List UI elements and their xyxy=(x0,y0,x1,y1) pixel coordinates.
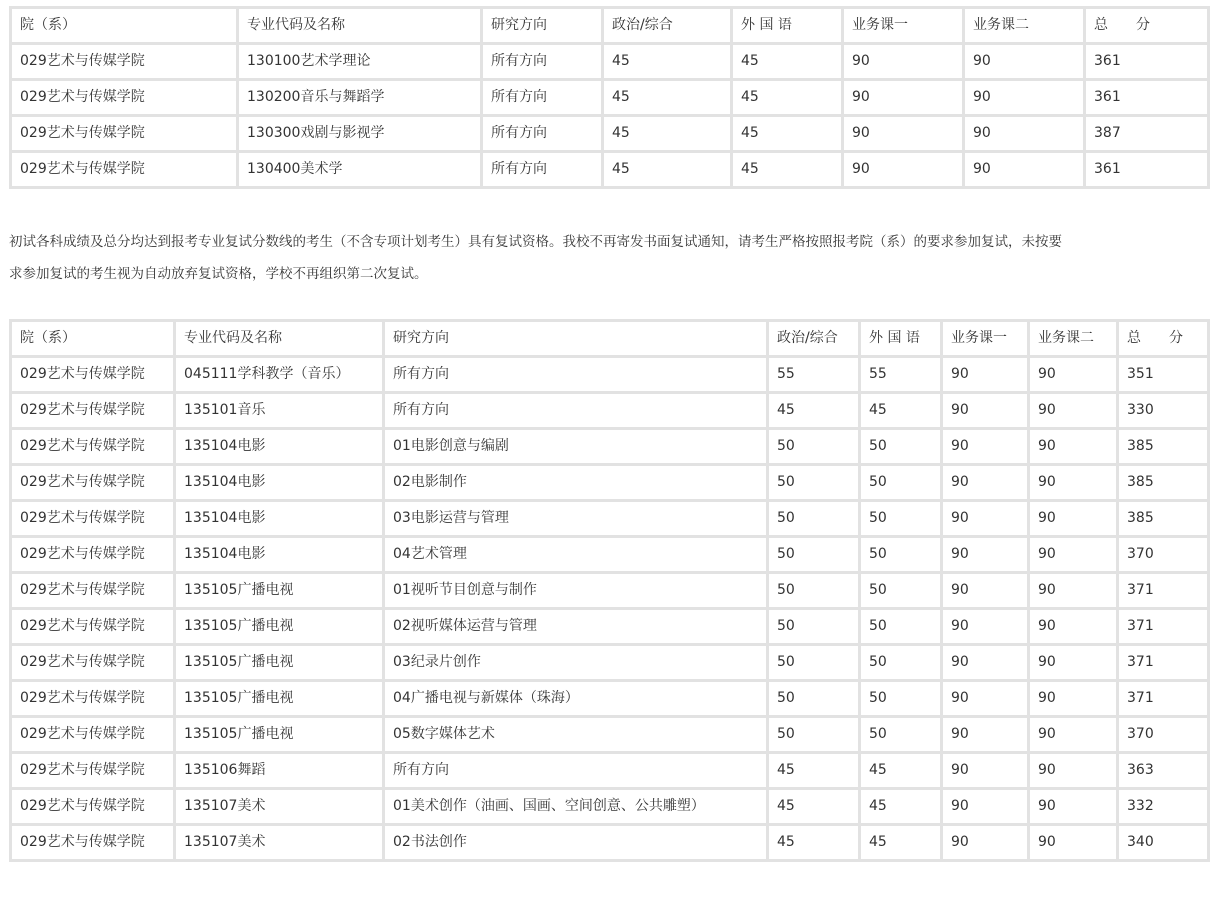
table-cell: 90 xyxy=(942,429,1029,465)
table-cell: 02电影制作 xyxy=(384,465,768,501)
table-cell: 90 xyxy=(942,537,1029,573)
table-row xyxy=(11,537,1209,573)
table-cell: 135107美术 xyxy=(175,789,384,825)
table-row xyxy=(11,753,1209,789)
retest-notice xyxy=(9,226,1189,290)
table-cell: 029艺术与传媒学院 xyxy=(11,44,238,80)
table-cell: 90 xyxy=(942,645,1029,681)
table-cell: 370 xyxy=(1118,717,1209,753)
table-row xyxy=(11,501,1209,537)
table-cell: 371 xyxy=(1118,645,1209,681)
header-cell: 业务课二 xyxy=(964,8,1085,44)
table-row xyxy=(11,44,1209,80)
table-cell: 50 xyxy=(860,573,942,609)
table-cell: 50 xyxy=(860,429,942,465)
table-cell: 90 xyxy=(942,393,1029,429)
table-cell: 90 xyxy=(1029,465,1118,501)
table-cell: 361 xyxy=(1085,44,1209,80)
table-cell: 332 xyxy=(1118,789,1209,825)
table-cell: 385 xyxy=(1118,465,1209,501)
table-cell: 90 xyxy=(1029,681,1118,717)
table-cell: 45 xyxy=(603,80,732,116)
table-cell: 90 xyxy=(942,825,1029,861)
header-cell: 专业代码及名称 xyxy=(238,8,482,44)
table-cell: 135104电影 xyxy=(175,537,384,573)
table-cell: 90 xyxy=(1029,573,1118,609)
table-row xyxy=(11,393,1209,429)
table-cell: 45 xyxy=(860,825,942,861)
table-cell: 90 xyxy=(942,609,1029,645)
score-table-professional xyxy=(9,319,1210,862)
table-cell: 90 xyxy=(843,80,964,116)
table-cell: 90 xyxy=(942,789,1029,825)
table-row xyxy=(11,152,1209,188)
table-row xyxy=(11,681,1209,717)
header-cell: 研究方向 xyxy=(384,321,768,357)
table-cell: 363 xyxy=(1118,753,1209,789)
table-cell: 029艺术与传媒学院 xyxy=(11,429,175,465)
table-cell: 90 xyxy=(1029,717,1118,753)
table-cell: 01电影创意与编剧 xyxy=(384,429,768,465)
table-cell: 370 xyxy=(1118,537,1209,573)
table-cell: 387 xyxy=(1085,116,1209,152)
table-cell: 所有方向 xyxy=(482,80,603,116)
table-cell: 50 xyxy=(768,429,860,465)
header-cell: 院（系） xyxy=(11,8,238,44)
header-cell: 外 国 语 xyxy=(732,8,843,44)
table-cell: 所有方向 xyxy=(384,753,768,789)
header-cell: 业务课一 xyxy=(942,321,1029,357)
table-cell: 045111学科教学（音乐） xyxy=(175,357,384,393)
header-cell: 业务课二 xyxy=(1029,321,1118,357)
table-cell: 45 xyxy=(860,753,942,789)
table-cell: 50 xyxy=(768,609,860,645)
table-cell: 45 xyxy=(860,789,942,825)
table-cell: 90 xyxy=(1029,393,1118,429)
table-cell: 90 xyxy=(1029,429,1118,465)
table-cell: 340 xyxy=(1118,825,1209,861)
table-cell: 90 xyxy=(1029,357,1118,393)
notice-line-2: 求参加复试的考生视为自动放弃复试资格，学校不再组织第二次复试。 xyxy=(9,266,428,282)
table-cell: 371 xyxy=(1118,681,1209,717)
table-cell: 01视听节目创意与制作 xyxy=(384,573,768,609)
table-cell: 所有方向 xyxy=(482,44,603,80)
header-cell: 院（系） xyxy=(11,321,175,357)
table-cell: 135104电影 xyxy=(175,429,384,465)
table-cell: 03电影运营与管理 xyxy=(384,501,768,537)
table-cell: 135105广播电视 xyxy=(175,645,384,681)
table-cell: 029艺术与传媒学院 xyxy=(11,681,175,717)
table-cell: 90 xyxy=(1029,501,1118,537)
table-cell: 01美术创作（油画、国画、空间创意、公共雕塑） xyxy=(384,789,768,825)
table-cell: 50 xyxy=(860,717,942,753)
table-cell: 90 xyxy=(1029,825,1118,861)
table-cell: 55 xyxy=(860,357,942,393)
table-cell: 45 xyxy=(768,753,860,789)
table-cell: 90 xyxy=(1029,645,1118,681)
table-cell: 55 xyxy=(768,357,860,393)
table-cell: 029艺术与传媒学院 xyxy=(11,645,175,681)
table-cell: 45 xyxy=(732,44,843,80)
score-table-academic xyxy=(9,6,1210,189)
header-row xyxy=(11,321,1209,357)
table-cell: 90 xyxy=(942,753,1029,789)
table-cell: 所有方向 xyxy=(384,393,768,429)
table-cell: 04艺术管理 xyxy=(384,537,768,573)
table-cell: 029艺术与传媒学院 xyxy=(11,609,175,645)
notice-line-1: 初试各科成绩及总分均达到报考专业复试分数线的考生（不含专项计划考生）具有复试资格。我校不再寄发书面复试通知，请考生严格按照报考院（系）的要求参加复试，未按要 xyxy=(9,234,1062,250)
header-cell: 业务课一 xyxy=(843,8,964,44)
header-cell: 总 分 xyxy=(1085,8,1209,44)
table-row xyxy=(11,116,1209,152)
table-cell: 50 xyxy=(768,681,860,717)
table-cell: 50 xyxy=(768,537,860,573)
table-cell: 90 xyxy=(1029,753,1118,789)
table-cell: 90 xyxy=(1029,537,1118,573)
table-cell: 所有方向 xyxy=(482,152,603,188)
table-cell: 385 xyxy=(1118,501,1209,537)
table-cell: 50 xyxy=(768,645,860,681)
table-cell: 029艺术与传媒学院 xyxy=(11,717,175,753)
table-cell: 90 xyxy=(942,465,1029,501)
table-cell: 385 xyxy=(1118,429,1209,465)
table-cell: 45 xyxy=(732,80,843,116)
table-cell: 90 xyxy=(942,681,1029,717)
table-cell: 135105广播电视 xyxy=(175,681,384,717)
table-cell: 029艺术与传媒学院 xyxy=(11,80,238,116)
table-cell: 029艺术与传媒学院 xyxy=(11,573,175,609)
table-cell: 45 xyxy=(768,393,860,429)
table-cell: 90 xyxy=(942,501,1029,537)
header-cell: 研究方向 xyxy=(482,8,603,44)
table-cell: 029艺术与传媒学院 xyxy=(11,393,175,429)
table-row xyxy=(11,717,1209,753)
table-cell: 05数字媒体艺术 xyxy=(384,717,768,753)
table-cell: 所有方向 xyxy=(384,357,768,393)
table-cell: 130400美术学 xyxy=(238,152,482,188)
table-cell: 03纪录片创作 xyxy=(384,645,768,681)
table-row xyxy=(11,645,1209,681)
table-cell: 02书法创作 xyxy=(384,825,768,861)
table-cell: 135101音乐 xyxy=(175,393,384,429)
table-cell: 371 xyxy=(1118,573,1209,609)
table-cell: 02视听媒体运营与管理 xyxy=(384,609,768,645)
header-cell: 政治/综合 xyxy=(768,321,860,357)
table-cell: 所有方向 xyxy=(482,116,603,152)
table-cell: 130100艺术学理论 xyxy=(238,44,482,80)
table-cell: 90 xyxy=(964,80,1085,116)
table-cell: 135105广播电视 xyxy=(175,609,384,645)
table-row xyxy=(11,429,1209,465)
table-row xyxy=(11,357,1209,393)
table-cell: 90 xyxy=(942,573,1029,609)
table-cell: 351 xyxy=(1118,357,1209,393)
table-cell: 90 xyxy=(843,116,964,152)
table-cell: 029艺术与传媒学院 xyxy=(11,465,175,501)
table-row xyxy=(11,609,1209,645)
table-cell: 90 xyxy=(942,717,1029,753)
table-cell: 50 xyxy=(768,573,860,609)
table-cell: 45 xyxy=(603,152,732,188)
table-cell: 45 xyxy=(860,393,942,429)
table-cell: 45 xyxy=(732,116,843,152)
table-cell: 135106舞蹈 xyxy=(175,753,384,789)
table-cell: 029艺术与传媒学院 xyxy=(11,537,175,573)
table-cell: 50 xyxy=(860,537,942,573)
table-cell: 371 xyxy=(1118,609,1209,645)
header-row xyxy=(11,8,1209,44)
table-cell: 029艺术与传媒学院 xyxy=(11,825,175,861)
table-cell: 135104电影 xyxy=(175,501,384,537)
table-body xyxy=(11,321,1209,861)
table-cell: 50 xyxy=(860,645,942,681)
table-cell: 330 xyxy=(1118,393,1209,429)
table-cell: 130300戏剧与影视学 xyxy=(238,116,482,152)
table-row xyxy=(11,825,1209,861)
table-cell: 135107美术 xyxy=(175,825,384,861)
table-cell: 50 xyxy=(768,501,860,537)
header-cell: 总 分 xyxy=(1118,321,1209,357)
table-cell: 135105广播电视 xyxy=(175,573,384,609)
table-row xyxy=(11,80,1209,116)
table-cell: 90 xyxy=(843,152,964,188)
table-cell: 45 xyxy=(603,116,732,152)
table-cell: 029艺术与传媒学院 xyxy=(11,501,175,537)
table-cell: 029艺术与传媒学院 xyxy=(11,357,175,393)
table-cell: 04广播电视与新媒体（珠海） xyxy=(384,681,768,717)
table-cell: 90 xyxy=(1029,609,1118,645)
table-cell: 130200音乐与舞蹈学 xyxy=(238,80,482,116)
table-row xyxy=(11,789,1209,825)
table-cell: 135104电影 xyxy=(175,465,384,501)
table-cell: 361 xyxy=(1085,80,1209,116)
header-cell: 专业代码及名称 xyxy=(175,321,384,357)
table-row xyxy=(11,465,1209,501)
table-row xyxy=(11,573,1209,609)
table-cell: 90 xyxy=(964,152,1085,188)
header-cell: 政治/综合 xyxy=(603,8,732,44)
table-cell: 50 xyxy=(860,501,942,537)
table-body xyxy=(11,8,1209,188)
table-cell: 45 xyxy=(768,789,860,825)
table-cell: 029艺术与传媒学院 xyxy=(11,152,238,188)
table-cell: 90 xyxy=(964,44,1085,80)
table-cell: 90 xyxy=(843,44,964,80)
table-cell: 50 xyxy=(860,681,942,717)
table-cell: 50 xyxy=(860,609,942,645)
table-cell: 50 xyxy=(768,717,860,753)
table-cell: 135105广播电视 xyxy=(175,717,384,753)
table-cell: 029艺术与传媒学院 xyxy=(11,789,175,825)
table-cell: 361 xyxy=(1085,152,1209,188)
table-cell: 90 xyxy=(964,116,1085,152)
table-cell: 029艺术与传媒学院 xyxy=(11,753,175,789)
table-cell: 90 xyxy=(942,357,1029,393)
header-cell: 外 国 语 xyxy=(860,321,942,357)
table-cell: 50 xyxy=(860,465,942,501)
table-cell: 50 xyxy=(768,465,860,501)
table-cell: 45 xyxy=(732,152,843,188)
table-cell: 45 xyxy=(603,44,732,80)
table-cell: 90 xyxy=(1029,789,1118,825)
table-cell: 45 xyxy=(768,825,860,861)
table-cell: 029艺术与传媒学院 xyxy=(11,116,238,152)
